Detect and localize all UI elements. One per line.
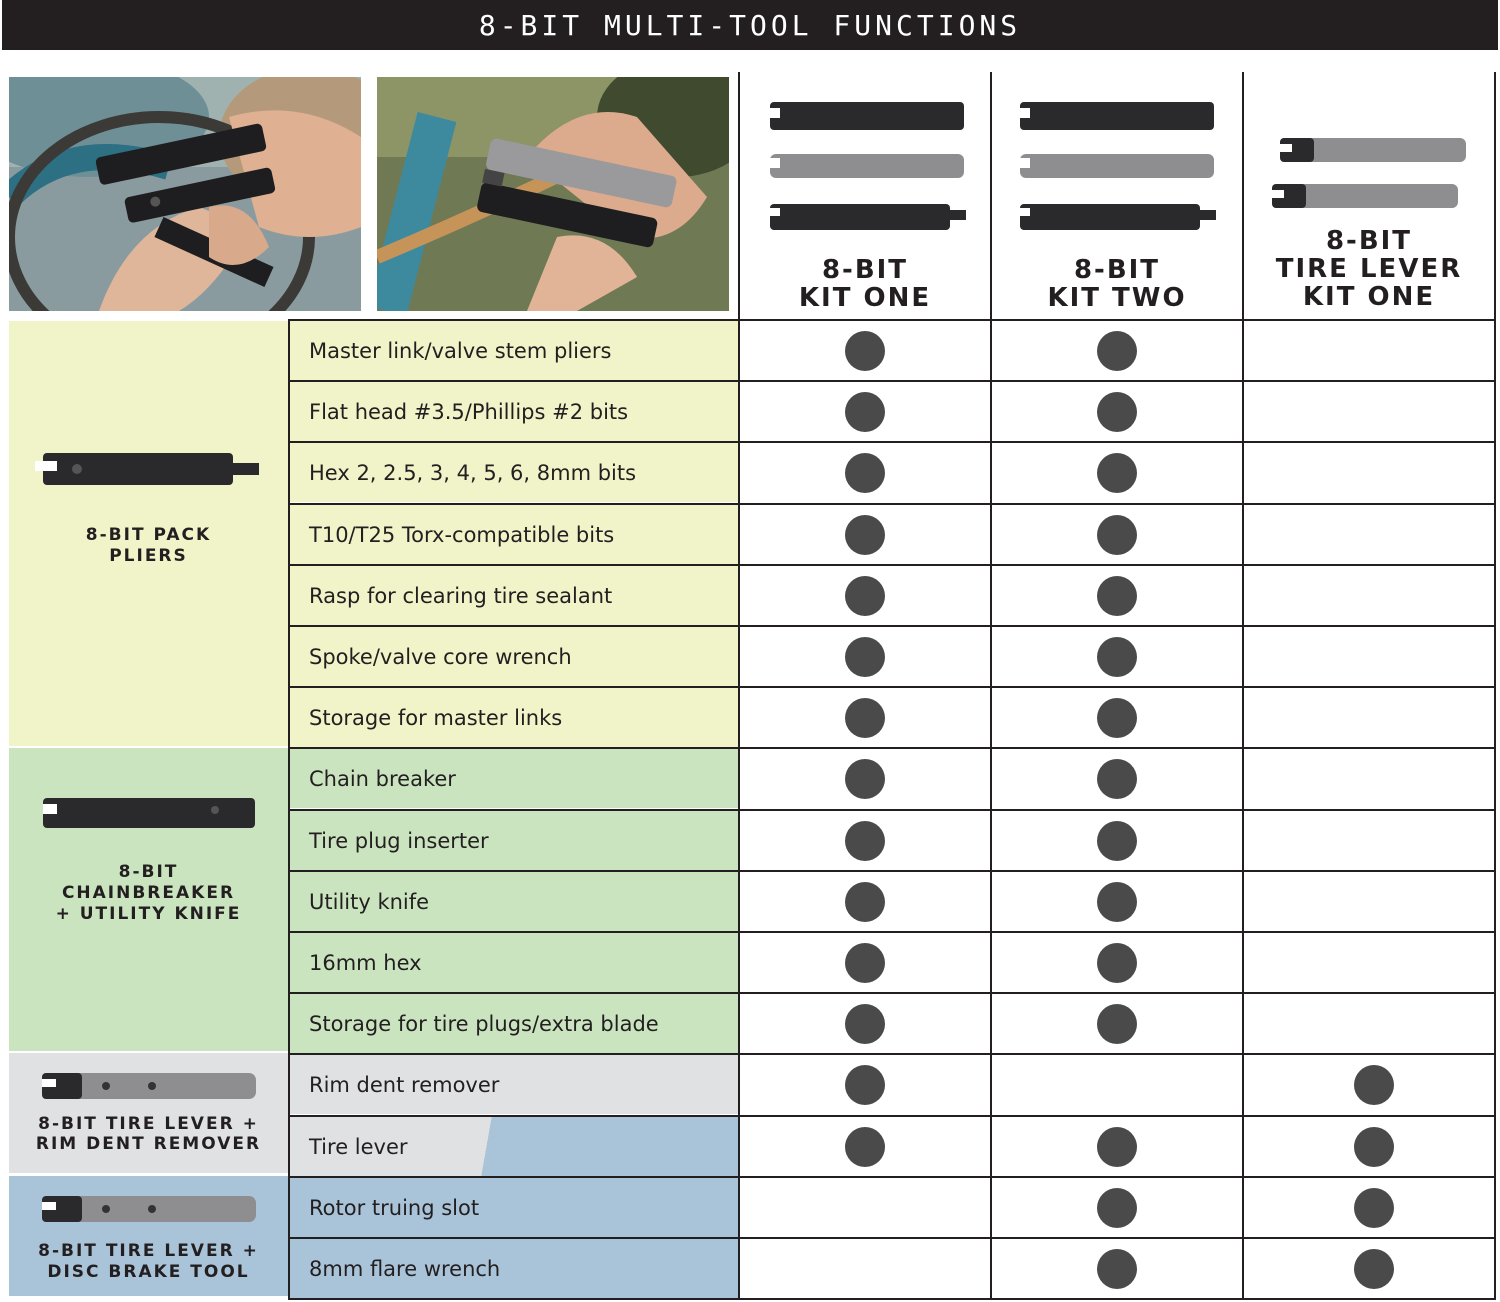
grid-divider <box>288 747 1496 749</box>
column-header-kit-two <box>992 72 1242 318</box>
tire-lever-kit-title-line-3: KIT ONE <box>1302 282 1436 312</box>
check-dot-row-0-col-0 <box>845 331 885 371</box>
check-dot-row-13-col-0 <box>845 1127 885 1167</box>
function-row-2 <box>290 443 738 502</box>
check-dot-row-4-col-0 <box>845 576 885 616</box>
check-dot-row-0-col-1 <box>1097 331 1137 371</box>
function-label: Rim dent remover <box>309 1072 500 1097</box>
pliers-tool-icon <box>33 449 265 489</box>
grid-divider <box>288 503 1496 505</box>
check-dot-row-13-col-2 <box>1354 1127 1394 1167</box>
check-dot-row-7-col-1 <box>1097 759 1137 799</box>
check-dot-row-5-col-0 <box>845 637 885 677</box>
function-row-6 <box>290 688 738 747</box>
check-dot-row-2-col-0 <box>845 453 885 493</box>
column-header-kit-one <box>740 72 990 318</box>
tire-lever-kit-title-line-2: TIRE LEVER <box>1275 254 1463 284</box>
group-chainbreaker-knife <box>9 748 288 1051</box>
grid-divider <box>288 625 1496 627</box>
check-dot-row-14-col-1 <box>1097 1188 1137 1228</box>
check-dot-row-7-col-0 <box>845 759 885 799</box>
group-chainbreaker-label-2: CHAINBREAKER <box>61 883 236 903</box>
kit-two-title-line-2: KIT TWO <box>1047 283 1187 313</box>
function-row-4 <box>290 566 738 625</box>
function-label: Master link/valve stem pliers <box>309 338 612 363</box>
function-row-15 <box>290 1239 738 1298</box>
grid-divider <box>288 1298 1496 1300</box>
tire-lever-tool-icon <box>36 1069 262 1105</box>
check-dot-row-4-col-1 <box>1097 576 1137 616</box>
check-dot-row-12-col-2 <box>1354 1065 1394 1105</box>
grid-divider <box>288 441 1496 443</box>
grid-divider <box>288 1053 1496 1055</box>
grid-divider <box>288 870 1496 872</box>
function-label: Chain breaker <box>309 766 456 791</box>
group-pack-pliers-label-2: PLIERS <box>109 546 188 566</box>
photo-pliers-in-use <box>9 77 361 311</box>
function-label: 8mm flare wrench <box>309 1256 501 1281</box>
function-row-3 <box>290 505 738 564</box>
group-chainbreaker-label-1: 8-BIT <box>118 862 179 882</box>
check-dot-row-13-col-1 <box>1097 1127 1137 1167</box>
tire-lever-kit-tools-icon <box>1268 132 1473 216</box>
function-row-10 <box>290 933 738 992</box>
kit-two-tools-icon <box>1014 96 1219 241</box>
group-rim-dent-label-1: 8-BIT TIRE LEVER + <box>38 1114 259 1134</box>
disc-brake-tool-icon <box>36 1192 262 1228</box>
group-rim-dent-label-2: RIM DENT REMOVER <box>35 1134 262 1154</box>
kit-one-tools-icon <box>764 96 969 241</box>
page-title-text: 8-BIT MULTI-TOOL FUNCTIONS <box>478 8 1022 42</box>
function-row-12 <box>290 1055 738 1114</box>
check-dot-row-11-col-0 <box>845 1004 885 1044</box>
function-label: Storage for tire plugs/extra blade <box>309 1011 659 1036</box>
group-pack-pliers <box>9 321 288 746</box>
photo-tire-lever-in-use <box>377 77 729 311</box>
function-label: Spoke/valve core wrench <box>309 644 572 669</box>
group-chainbreaker-label-3: + UTILITY KNIFE <box>55 904 242 924</box>
check-dot-row-6-col-0 <box>845 698 885 738</box>
group-disc-brake-label-1: 8-BIT TIRE LEVER + <box>38 1241 259 1261</box>
grid-divider <box>288 1115 1496 1117</box>
check-dot-row-1-col-1 <box>1097 392 1137 432</box>
chainbreaker-tool-icon <box>39 796 259 832</box>
function-label: Storage for master links <box>309 705 563 730</box>
check-dot-row-10-col-1 <box>1097 943 1137 983</box>
function-row-8 <box>290 811 738 870</box>
page-title <box>2 0 1498 50</box>
function-row-14 <box>290 1178 738 1237</box>
group-disc-brake-label-2: DISC BRAKE TOOL <box>47 1262 250 1282</box>
kit-two-title-line-1: 8-BIT <box>1073 255 1161 285</box>
function-label: Utility knife <box>309 889 430 914</box>
function-row-7 <box>290 749 738 808</box>
grid-divider <box>288 992 1496 994</box>
function-label: Flat head #3.5/Phillips #2 bits <box>309 399 629 424</box>
check-dot-row-9-col-1 <box>1097 882 1137 922</box>
check-dot-row-6-col-1 <box>1097 698 1137 738</box>
function-label: Tire lever <box>309 1134 408 1159</box>
grid-divider <box>288 1237 1496 1239</box>
check-dot-row-5-col-1 <box>1097 637 1137 677</box>
function-row-11 <box>290 994 738 1053</box>
check-dot-row-3-col-0 <box>845 515 885 555</box>
function-label: Hex 2, 2.5, 3, 4, 5, 6, 8mm bits <box>309 460 637 485</box>
grid-divider <box>288 319 1496 321</box>
grid-divider <box>288 686 1496 688</box>
function-row-1 <box>290 382 738 441</box>
check-dot-row-10-col-0 <box>845 943 885 983</box>
kit-one-title-line-2: KIT ONE <box>798 283 932 313</box>
kit-one-title-line-1: 8-BIT <box>821 255 909 285</box>
check-dot-row-2-col-1 <box>1097 453 1137 493</box>
function-label: Tire plug inserter <box>309 828 489 853</box>
function-row-5 <box>290 627 738 686</box>
check-dot-row-9-col-0 <box>845 882 885 922</box>
tire-lever-kit-title-line-1: 8-BIT <box>1325 226 1413 256</box>
function-label: 16mm hex <box>309 950 422 975</box>
function-row-9 <box>290 872 738 931</box>
check-dot-row-8-col-0 <box>845 821 885 861</box>
check-dot-row-15-col-2 <box>1354 1249 1394 1289</box>
group-pack-pliers-label-1: 8-BIT PACK <box>85 525 212 545</box>
grid-divider <box>288 564 1496 566</box>
function-row-13 <box>290 1117 738 1176</box>
check-dot-row-15-col-1 <box>1097 1249 1137 1289</box>
check-dot-row-14-col-2 <box>1354 1188 1394 1228</box>
function-label: Rotor truing slot <box>309 1195 480 1220</box>
function-label: T10/T25 Torx-compatible bits <box>309 522 615 547</box>
grid-divider <box>288 380 1496 382</box>
grid-divider <box>288 931 1496 933</box>
group-tire-lever-rim-dent <box>9 1053 288 1173</box>
column-header-tire-lever-kit-one <box>1244 72 1494 318</box>
function-row-0 <box>290 321 738 380</box>
grid-divider <box>288 809 1496 811</box>
check-dot-row-12-col-0 <box>845 1065 885 1105</box>
group-tire-lever-disc-brake <box>9 1176 288 1296</box>
grid-divider <box>288 1176 1496 1178</box>
check-dot-row-3-col-1 <box>1097 515 1137 555</box>
check-dot-row-11-col-1 <box>1097 1004 1137 1044</box>
function-label: Rasp for clearing tire sealant <box>309 583 613 608</box>
check-dot-row-8-col-1 <box>1097 821 1137 861</box>
check-dot-row-1-col-0 <box>845 392 885 432</box>
